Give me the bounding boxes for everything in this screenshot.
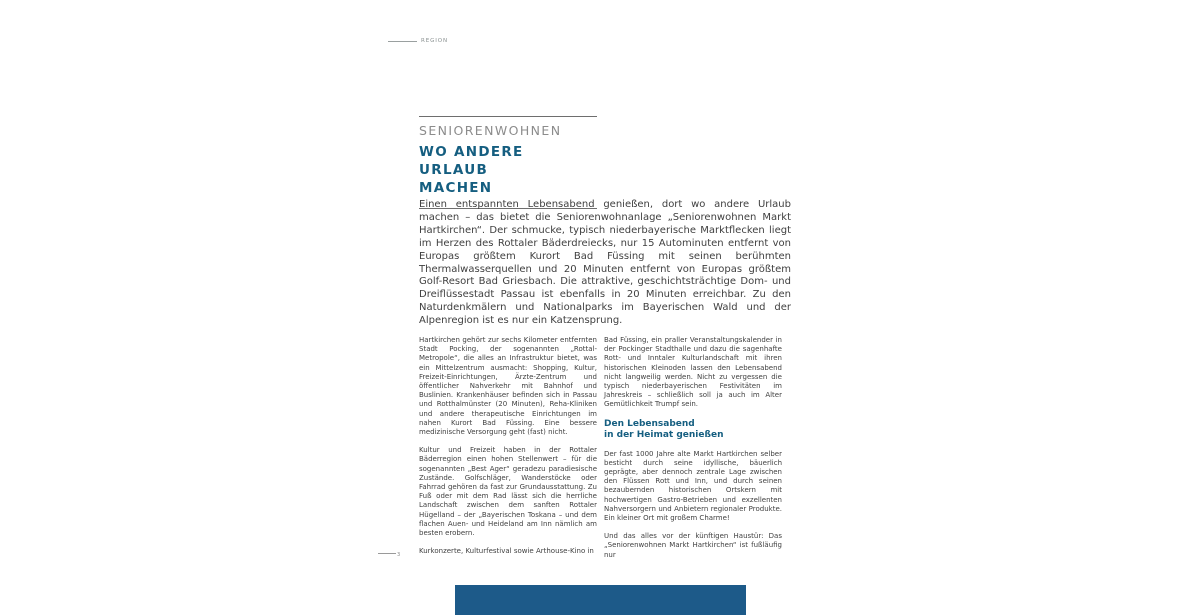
subheading [604, 419, 782, 442]
body-paragraph: Kurkonzerte, Kulturfestival sowie Arthouse-Kino in [419, 547, 594, 556]
article-eyebrow: SENIORENWOHNEN [419, 123, 562, 138]
column-left [419, 336, 597, 565]
body-paragraph: Und das alles vor der künftigen Haustür: Das „Seniorenwohnen Markt Hartkirchen“ ist fußläufig nur [604, 532, 782, 559]
body-paragraph: Der fast 1000 Jahre alte Markt Hartkirchen selber besticht durch seine idyllische, bäuerlich geprägte, aber dennoch zentrale Lage zwischen den Flüssen Rott und Inn, und durch seinen bezaubernden historischen Ortskern mit hochwertigen Gastro-Betrieben und exzellenten Nahversorgern und Anbietern regionaler Produkte. Ein kleiner Ort mit großem Charme! [604, 449, 782, 523]
footer-rule [378, 553, 396, 554]
article-title [419, 143, 597, 197]
kicker-rule [388, 41, 417, 42]
column-right [604, 336, 782, 569]
section-kicker [388, 38, 448, 44]
page-footer [378, 551, 404, 561]
article-title-line1: WO ANDERE URLAUB [419, 144, 524, 178]
body-paragraph: Kultur und Freizeit haben in der Rottaler Bäderregion einen hohen Stellenwert – für die sogenannten „Best Ager“ geradezu paradiesische Zustände. Golfschläger, Wanderstöcke oder Fahrrad gehören da fast zur Grundausstattung. Zu Fuß oder mit dem Rad lässt sich die herrliche Landschaft zwischen dem sanften Rottaler Hügelland – der „Bayerischen Toskana – und dem flachen Auen- und Heideland am Inn nämlich am besten erobern. [419, 446, 597, 538]
body-paragraph: Bad Füssing, ein praller Veranstaltungskalender in der Pockinger Stadthalle und dazu die sagenhafte Rott- und Inntaler Kulturlandschaft mit ihren historischen Kleinoden lassen den Lebensabend nicht langweilig werden. Nicht zu vergessen die typisch niederbayerischen Festivitäten im Jahreskreis – schließlich soll ja auch im Alter Gemütlichkeit Trumpf sein. [604, 336, 782, 409]
body-paragraph: Hartkirchen gehört zur sechs Kilometer entfernten Stadt Pocking, der sogenannten „Rottal-Metropole“, die alles an Infrastruktur bietet, was ein Mittelzentrum ausmacht: Shopping, Kultur, Freizeit-Einrichtungen, Ärzte-Zentrum und öffentlicher Nahverkehr mit Bahnhof und Buslinien. Krankenhäuser befinden sich in Passau und Rotthalmünster (20 Minuten), Reha-Kliniken und andere therapeutische Einrichtungen im nahen Kurort Bad Füssing. Eine bessere medizinische Versorgung geht (fast) nicht. [419, 336, 597, 437]
kicker-label: REGION [421, 38, 449, 44]
title-rule-top [419, 116, 597, 117]
subheading-line1: Den Lebensabend [604, 418, 695, 429]
lead-paragraph: Einen entspannten Lebensabend genießen, dort wo andere Urlaub machen – das bietet die Seniorenwohnanlage „Seniorenwohnen Markt Hartkirchen“. Der schmucke, typisch niederbayerische Marktflecken liegt im Herzen des Rottaler Bäderdreiecks, nur 15 Autominuten entfernt von Europas größtem Kurort Bad Füssing mit seinen berühmten Thermalwasserquellen und 20 Minuten entfernt von Europas größtem Golf-Resort Bad Griesbach. Die attraktive, geschichtsträchtige Dom- und Dreiflüssestadt Passau ist ebenfalls in 20 Minuten erreichbar. Zu den Naturdenkmälern und Nationalparks im Bayerischen Wald und der Alpenregion ist es nur ein Katzensprung. [419, 199, 791, 327]
article-title-line2: MACHEN [419, 180, 493, 196]
subheading-line2: in der Heimat genießen [604, 430, 724, 441]
article-header [419, 116, 597, 209]
blue-banner [455, 585, 746, 615]
page-number: 3 [397, 552, 401, 558]
